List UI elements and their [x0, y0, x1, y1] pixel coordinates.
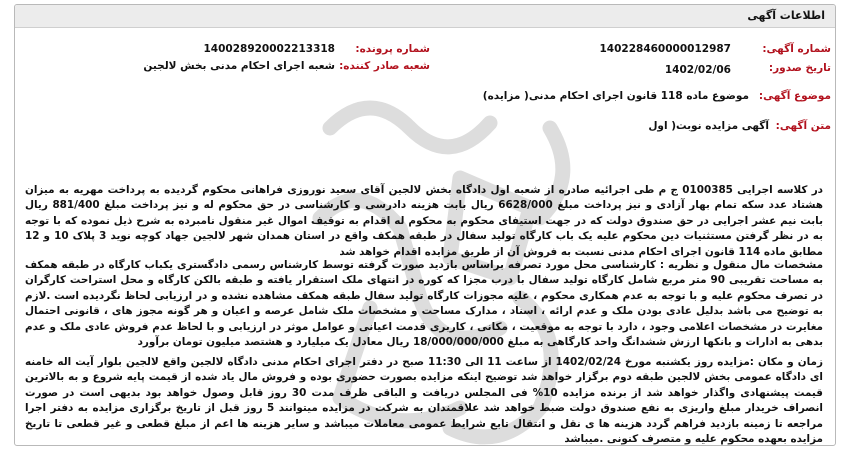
text-title: آگهی مزایده نوبت( اول — [648, 120, 769, 132]
notice-paragraph-1: در کلاسه اجرایی 0100385 ج م طی اجرائیه صادره از شعبه اول دادگاه بخش لالجین آقای سعید نوروزی فراهانی محکوم گردیده به پرداخت مهریه به میزان هشتاد عدد سکه تمام بهار آزادی و نیز پرداخت مبلغ 6628/000 ریال بابت هزینه دادرسی و کارشناسی در حق محکوم له و نیز پرداخت مبلغ 881/400 ریال بابت نیم عشر اجرایی در حق صندوق دولت که در جهت استیفای محکوم به محکوم له اقدام به توقیف اموال غیر منقول نامبرده به شرح ذیل نموده که با توجه به در نظر گرفتن مستثنیات دین محکوم علیه یک باب کارگاه تولید سفال در طبقه همکف واقع در استان همدان شهر لالجین جهاد کوچه نوید 3 پلاک 10 و 12 مطابق ماده 114 قانون اجرای احکام مدنی نسبت به فروش آن از طریق مزایده اقدام خواهد شد — [25, 184, 824, 258]
subject: موضوع ماده 118 قانون اجرای احکام مدنی( مزایده) — [482, 90, 749, 102]
notice-paragraph-3: زمان و مکان :مزایده روز یکشنبه مورخ 1402/02/24 از ساعت 11 الی 11:30 صبح در دفتر اجرای احکام مدنی دادگاه لالجین واقع لالجین بلوار آیت اله خامنه ای دادگاه عمومی بخش لالجین طبقه دوم برگزار خواهد شد توضیح اینکه مزایده بصورت حضوری بوده و فروش مال یاد شده از قیمت پایه شروع و به بالاترین قیمت پیشنهادی واگذار خواهد شد از برنده مزایده 10% فی المجلس دریافت و الباقی ظرف مدت 30 روز قابل وصول خواهد بود بدیهی است در صورت انصراف خریدار مبلغ واریزی به نفع صندوق دولت ضبط خواهد شد علاقمندان به شرکت در مزایده میتوانند 5 روز قبل از تاریخ برگزاری مزایده به دفتر اجرا مراجعه تا زمینه بازدید فراهم گردد هزینه ها ی نقل و انتقال تابع شرایط عمومی معاملات میباشد و سایر هزینه ها اعم از مبلغ قطعی و غیر قطعی تا تاریخ مزایده بعهده محکوم علیه و متصرف کنونی .میباشد — [25, 356, 823, 446]
issue-date: 1402/02/06 — [664, 64, 731, 76]
issue-date-label: تاریخ صدور: — [768, 62, 831, 74]
panel-title: اطلاعات آگهی — [747, 9, 825, 22]
ad-info-panel — [14, 4, 836, 446]
case-number-label: شماره پرونده: — [355, 43, 430, 55]
subject-label: موضوع آگهی: — [758, 90, 831, 102]
case-number: 140028920002213318 — [203, 43, 335, 55]
panel-header — [15, 5, 835, 28]
text-label: متن آگهی: — [775, 120, 831, 132]
ad-number-label: شماره آگهی: — [762, 43, 831, 55]
issuing-branch: شعبه اجرای احکام مدنی بخش لالجین — [143, 60, 335, 72]
notice-paragraph-2: مشخصات مال منقول و نظریه : کارشناسی محل مورد تصرفه براساس بازدید صورت گرفته توسط کارشناس رسمی دادگستری یکباب کارگاه در طبقه همکف به مساحت تقریبی 90 متر مربع شامل کارگاه تولید سفال با درب مجزا که کوره در انتهای ملک استقرار یافته و طبقه بالکن کارگاه و محل استراحت کارگران در تصرف محکوم علیه و با توجه به عدم همکاری محکوم ، علیه مجوزات کارگاه تولید سفال طبقه همکف مشاهده نشده و در ارزیابی لحاظ نگردیده است .لازم به توضیح می باشد بدلیل عادی بودن ملک و عدم ارائه ، اسناد ، مدارک مساحت و مشخصات ملک شامل عرصه و اعیان و هر گونه مجوز های ، قانونی احتمال مغایرت در مشخصات اعلامی وجود ، دارد با توجه به موقعیت ، مکانی ، کاربری قدمت اعیانی و عوامل موثر در ارزیابی و با لحاظ عدم فروش عادی ملک و عدم بدهی به ادارات و بانکها ارزش ششدانگ واحد کارگاهی به مبلغ 18/000/000/000 ریال معادل یک میلیارد و هشتصد میلیون تومان برآورد — [25, 259, 824, 349]
issuing-branch-label: شعبه صادر کننده: — [339, 60, 430, 72]
ad-number: 140228460000012987 — [599, 43, 731, 55]
